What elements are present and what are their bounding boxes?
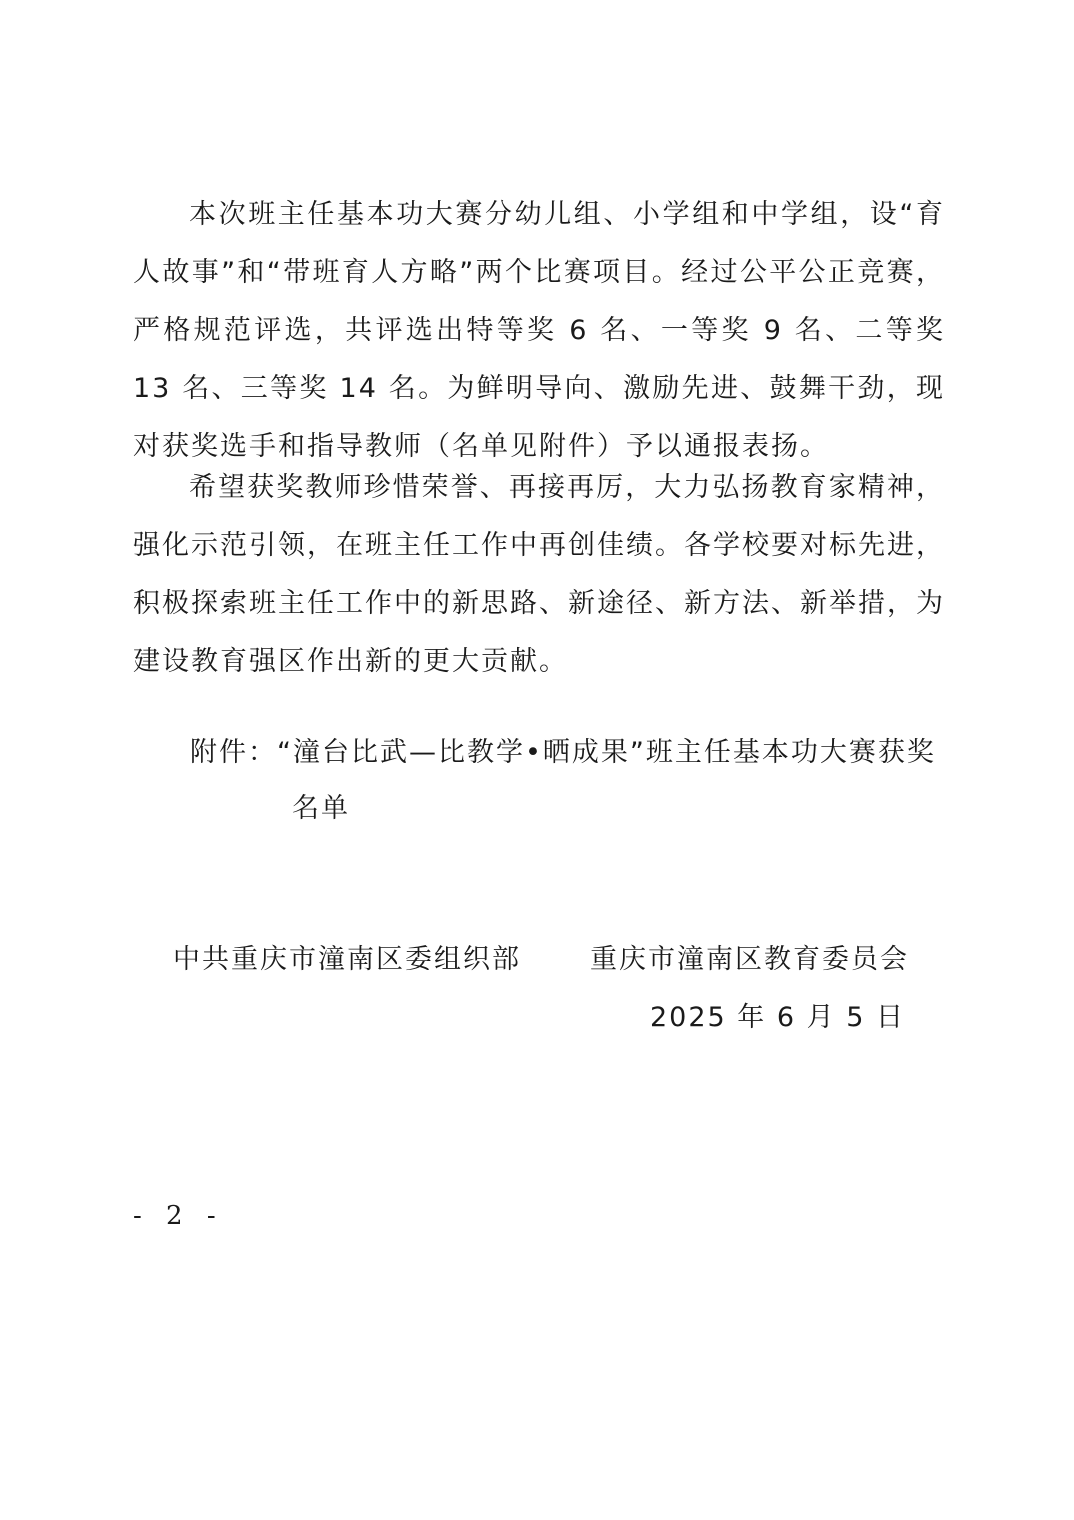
- signature-org-right: 重庆市潼南区教育委员会: [590, 944, 909, 975]
- signature-date: 2025 年 6 月 5 日: [650, 1002, 905, 1033]
- body-paragraph-2: 希望获奖教师珍惜荣誉、再接再厉，大力弘扬教育家精神，强化示范引领，在班主任工作中再创佳绩。各学校要对标先进，积极探索班主任工作中的新思路、新途径、新方法、新举措，为建设教育强区作出新的更大贡献。: [133, 472, 945, 677]
- page-number: - 2 -: [133, 1201, 224, 1231]
- attachment-line-1: 附件：“潼台比武—比教学•晒成果”班主任基本功大赛获奖: [190, 737, 936, 768]
- attachment-line-2: 名单: [292, 793, 350, 824]
- body-paragraph-1: 本次班主任基本功大赛分幼儿组、小学组和中学组，设“育人故事”和“带班育人方略”两个比赛项目。经过公平公正竞赛，严格规范评选，共评选出特等奖 6 名、一等奖 9 名、二等奖 13 名、三等奖 14 名。为鲜明导向、激励先进、鼓舞干劲，现对获奖选手和指导教师（名单见附件）予以通报表扬。: [133, 199, 945, 462]
- signature-org-left: 中共重庆市潼南区委组织部: [173, 944, 521, 975]
- attachment-note: [190, 725, 950, 837]
